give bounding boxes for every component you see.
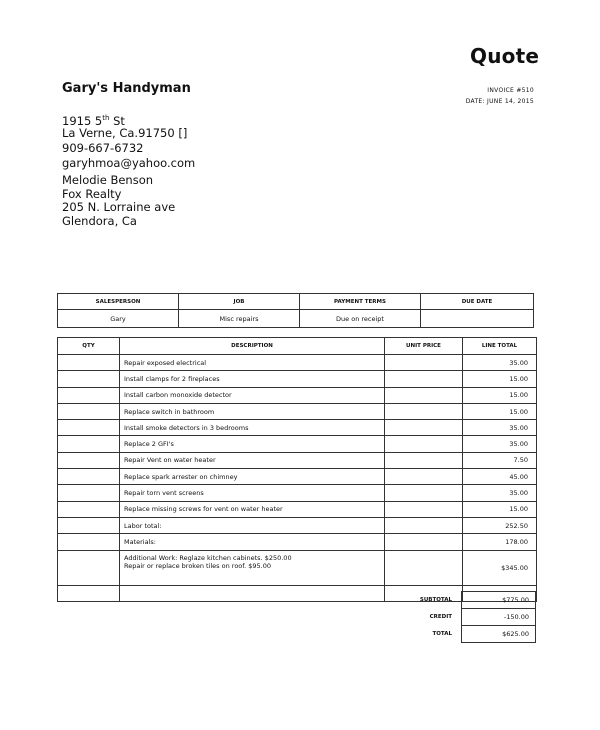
qty-cell <box>58 485 120 501</box>
subtotal-value: $775.00 <box>462 592 536 609</box>
payment-terms-value: Due on receipt <box>300 310 421 328</box>
salesperson-header: SALESPERSON <box>58 294 179 310</box>
table-row <box>58 452 537 468</box>
description-cell: Install carbon monoxide detector <box>120 387 385 403</box>
invoice-number: INVOICE #510 <box>487 87 534 94</box>
line-items-header-row <box>58 338 537 355</box>
unit-price-cell <box>385 452 463 468</box>
additional-work-line: Repair or replace broken tiles on roof. $95.00 <box>124 561 271 570</box>
company-street: 1915 5th St <box>62 113 125 128</box>
description-cell: Labor total: <box>120 517 385 533</box>
client-address <box>62 173 175 228</box>
table-row <box>58 436 537 452</box>
company-address <box>62 111 195 171</box>
unit-price-cell <box>385 371 463 387</box>
company-name: Gary's Handyman <box>62 81 191 96</box>
due-date-value <box>421 310 534 328</box>
description-cell: Repair torn vent screens <box>120 485 385 501</box>
line-items-table <box>57 337 537 602</box>
qty-cell <box>58 517 120 533</box>
unit-price-cell <box>385 403 463 419</box>
additional-work-line: Additional Work: Reglaze kitchen cabinets. $250.00 <box>124 553 292 562</box>
line-total-cell: 35.00 <box>463 436 537 452</box>
unit-price-cell <box>385 534 463 550</box>
unit-price-cell <box>385 501 463 517</box>
description-cell: Repair exposed electrical <box>120 355 385 371</box>
unit-price-cell <box>385 436 463 452</box>
qty-cell <box>58 355 120 371</box>
total-row <box>462 626 536 643</box>
description-cell: Replace spark arrester on chimney <box>120 469 385 485</box>
subtotal-label: SUBTOTAL <box>419 597 452 603</box>
due-date-header: DUE DATE <box>421 294 534 310</box>
line-total-cell: 15.00 <box>463 403 537 419</box>
qty-cell <box>58 420 120 436</box>
credit-row <box>462 609 536 626</box>
line-total-cell: 252.50 <box>463 517 537 533</box>
table-row <box>58 517 537 533</box>
job-info-header-row <box>58 294 534 310</box>
qty-cell <box>58 436 120 452</box>
document-title: Quote <box>470 44 540 68</box>
description-header: DESCRIPTION <box>120 338 385 355</box>
unit-price-cell <box>385 469 463 485</box>
unit-price-cell <box>385 485 463 501</box>
summary-table <box>461 591 536 643</box>
unit-price-cell <box>385 355 463 371</box>
line-total-header: LINE TOTAL <box>463 338 537 355</box>
line-total-cell: 178.00 <box>463 534 537 550</box>
company-phone: 909-667-6732 <box>62 141 144 155</box>
description-cell: Materials: <box>120 534 385 550</box>
description-cell: Repair Vent on water heater <box>120 452 385 468</box>
table-row <box>58 501 537 517</box>
line-total-cell: 15.00 <box>463 501 537 517</box>
additional-work-row <box>58 550 537 585</box>
line-total-cell: 7.50 <box>463 452 537 468</box>
description-cell: Replace 2 GFI's <box>120 436 385 452</box>
salesperson-value: Gary <box>58 310 179 328</box>
table-row <box>58 469 537 485</box>
qty-cell <box>58 403 120 419</box>
unit-price-header: UNIT PRICE <box>385 338 463 355</box>
table-row <box>58 371 537 387</box>
job-info-table <box>57 293 534 328</box>
qty-cell <box>58 585 120 601</box>
job-header: JOB <box>179 294 300 310</box>
description-cell: Install smoke detectors in 3 bedrooms <box>120 420 385 436</box>
unit-price-cell <box>385 550 463 585</box>
client-company: Fox Realty <box>62 186 122 201</box>
table-row <box>58 485 537 501</box>
line-total-cell: 15.00 <box>463 371 537 387</box>
description-cell: Replace switch in bathroom <box>120 403 385 419</box>
line-total-cell: 35.00 <box>463 485 537 501</box>
qty-header: QTY <box>58 338 120 355</box>
qty-cell <box>58 534 120 550</box>
table-row <box>58 534 537 550</box>
table-row <box>58 403 537 419</box>
qty-cell <box>58 452 120 468</box>
qty-cell <box>58 371 120 387</box>
line-total-cell: 45.00 <box>463 469 537 485</box>
qty-cell <box>58 501 120 517</box>
table-row <box>58 420 537 436</box>
client-name: Melodie Benson <box>62 173 154 187</box>
description-cell: Replace missing screws for vent on water heater <box>120 501 385 517</box>
qty-cell <box>58 387 120 403</box>
credit-value: -150.00 <box>462 609 536 626</box>
description-cell: Install clamps for 2 fireplaces <box>120 371 385 387</box>
payment-terms-header: PAYMENT TERMS <box>300 294 421 310</box>
table-row <box>58 355 537 371</box>
line-total-cell: 35.00 <box>463 420 537 436</box>
job-info-value-row <box>58 310 534 328</box>
subtotal-row <box>462 592 536 609</box>
total-label: TOTAL <box>432 631 452 637</box>
unit-price-cell <box>385 420 463 436</box>
qty-cell <box>58 469 120 485</box>
total-value: $625.00 <box>462 626 536 643</box>
unit-price-cell <box>385 387 463 403</box>
client-street: 205 N. Lorraine ave <box>62 200 176 215</box>
line-items-body <box>58 355 537 551</box>
description-cell <box>120 585 385 601</box>
credit-label: CREDIT <box>429 614 452 620</box>
client-city: Glendora, Ca <box>62 214 137 229</box>
line-total-cell: 15.00 <box>463 387 537 403</box>
line-total-cell: $345.00 <box>463 550 537 585</box>
line-total-cell: 35.00 <box>463 355 537 371</box>
company-email: garyhmoa@yahoo.com <box>62 156 196 170</box>
job-value: Misc repairs <box>179 310 300 328</box>
unit-price-cell <box>385 517 463 533</box>
table-row <box>58 387 537 403</box>
qty-cell <box>58 550 120 585</box>
invoice-date: DATE: JUNE 14, 2015 <box>465 98 534 105</box>
description-cell <box>120 550 385 585</box>
company-city: La Verne, Ca.91750 [] <box>62 126 188 140</box>
